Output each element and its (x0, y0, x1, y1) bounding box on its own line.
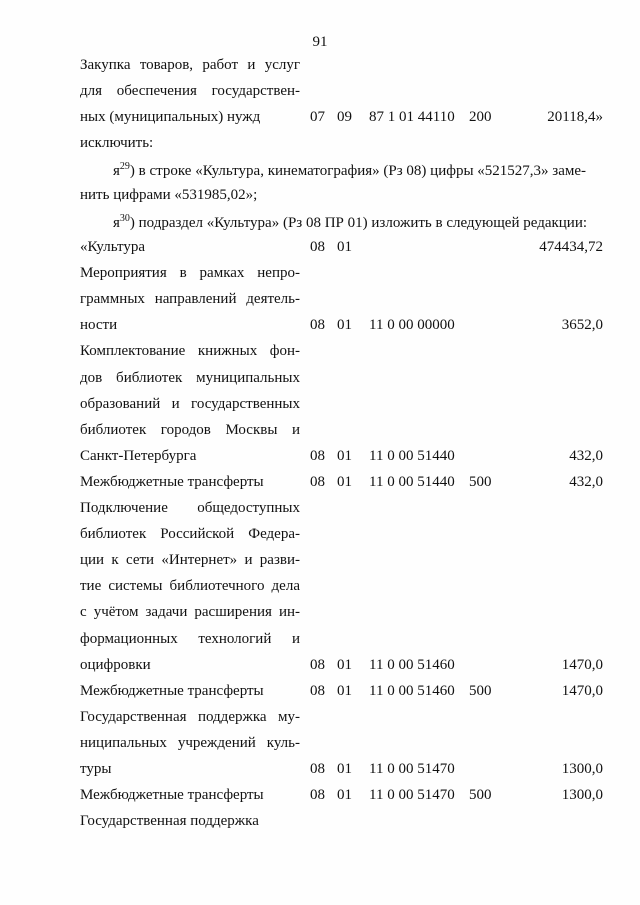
row-name-line: библиотек Российской Федера- (80, 526, 300, 543)
amendment-29-line-2: нить цифрами «531985,02»; (80, 187, 258, 203)
row-name-line: Государственная поддержка (80, 813, 259, 830)
row-rz: 08 (310, 682, 325, 699)
row-rz: 08 (310, 761, 325, 777)
row-rz: 08 (310, 317, 325, 334)
row-name-line: формационных технологий и (80, 630, 300, 647)
row-pr: 01 (337, 787, 352, 804)
row-csr: 11 0 00 51440 (369, 447, 455, 464)
row-name-line: Государственная поддержка му- (80, 708, 300, 725)
row-csr: 11 0 00 51470 (369, 787, 455, 804)
row-rz: 08 (310, 656, 325, 673)
row-vr: 500 (469, 473, 492, 490)
row-vr: 500 (469, 787, 492, 804)
row-pr: 01 (337, 239, 352, 255)
row-csr: 11 0 00 51460 (369, 682, 455, 699)
intro-exclude: исключить: (80, 135, 154, 151)
amendment-30-line-1: $я^{30}$) подраздел «Культура» (Рз 08 ПР 01) изложить в следующей редакции: (113, 213, 588, 231)
intro-line-3: ных (муниципальных) нужд (80, 109, 261, 125)
row-csr: 11 0 00 51440 (369, 473, 455, 490)
row-csr: 11 0 00 51460 (369, 656, 455, 673)
intro-csr: 87 1 01 44110 (369, 109, 455, 125)
row-pr: 01 (337, 682, 352, 699)
row-name-line: ности (80, 317, 118, 334)
row-name-line: Межбюджетные трансферты (80, 473, 264, 490)
row-name-line: туры (80, 761, 112, 777)
intro-rz: 07 (310, 109, 325, 125)
row-name-line: ции к сети «Интернет» и разви- (80, 552, 300, 569)
row-sum: 432,0 (569, 473, 603, 490)
row-pr: 01 (337, 656, 352, 673)
row-name-line: оцифровки (80, 656, 151, 673)
intro-vr: 200 (469, 109, 492, 125)
row-name-line: Межбюджетные трансферты (80, 787, 264, 804)
row-csr: 11 0 00 51470 (369, 761, 455, 777)
page-number: 91 (312, 34, 328, 50)
row-name-line: с учётом задачи расширения ин- (80, 604, 300, 621)
intro-sum: 20118,4» (547, 109, 603, 125)
row-sum: 432,0 (569, 447, 603, 464)
row-name-line: ниципальных учреждений куль- (80, 734, 300, 751)
row-sum: 1300,0 (561, 761, 603, 777)
row-sum: 3652,0 (561, 317, 603, 334)
row-name-line: «Культура (80, 239, 145, 255)
row-rz: 08 (310, 787, 325, 804)
row-name-line: дов библиотек муниципальных (80, 369, 300, 386)
row-pr: 01 (337, 317, 352, 334)
row-pr: 01 (337, 447, 352, 464)
row-rz: 08 (310, 473, 325, 490)
intro-pr: 09 (337, 109, 352, 125)
row-sum: 1470,0 (561, 656, 603, 673)
row-name-line: библиотек городов Москвы и (80, 421, 300, 438)
row-sum: 474434,72 (539, 239, 603, 255)
row-name-line: образований и государственных (80, 395, 300, 412)
row-name-line: Мероприятия в рамках непро- (80, 265, 300, 282)
row-rz: 08 (310, 447, 325, 464)
amendment-29-line-1: $я^{29}$) в строке «Культура, кинематография» (Рз 08) цифры «521527,3» заме- (113, 161, 586, 179)
row-name-line: Санкт-Петербурга (80, 447, 197, 464)
row-sum: 1470,0 (561, 682, 603, 699)
row-name-line: Комплектование книжных фон- (80, 343, 300, 360)
row-name-line: тие системы библиотечного дела (80, 578, 300, 595)
row-pr: 01 (337, 761, 352, 777)
row-name-line: Подключение общедоступных (80, 500, 300, 516)
intro-line-2: для обеспечения государствен- (80, 83, 300, 99)
row-name-line: Межбюджетные трансферты (80, 682, 264, 699)
row-pr: 01 (337, 473, 352, 490)
row-name-line: граммных направлений деятель- (80, 291, 300, 308)
row-csr: 11 0 00 00000 (369, 317, 455, 334)
row-sum: 1300,0 (561, 787, 603, 804)
row-vr: 500 (469, 682, 492, 699)
intro-line-1: Закупка товаров, работ и услуг (80, 57, 300, 73)
row-rz: 08 (310, 239, 325, 255)
